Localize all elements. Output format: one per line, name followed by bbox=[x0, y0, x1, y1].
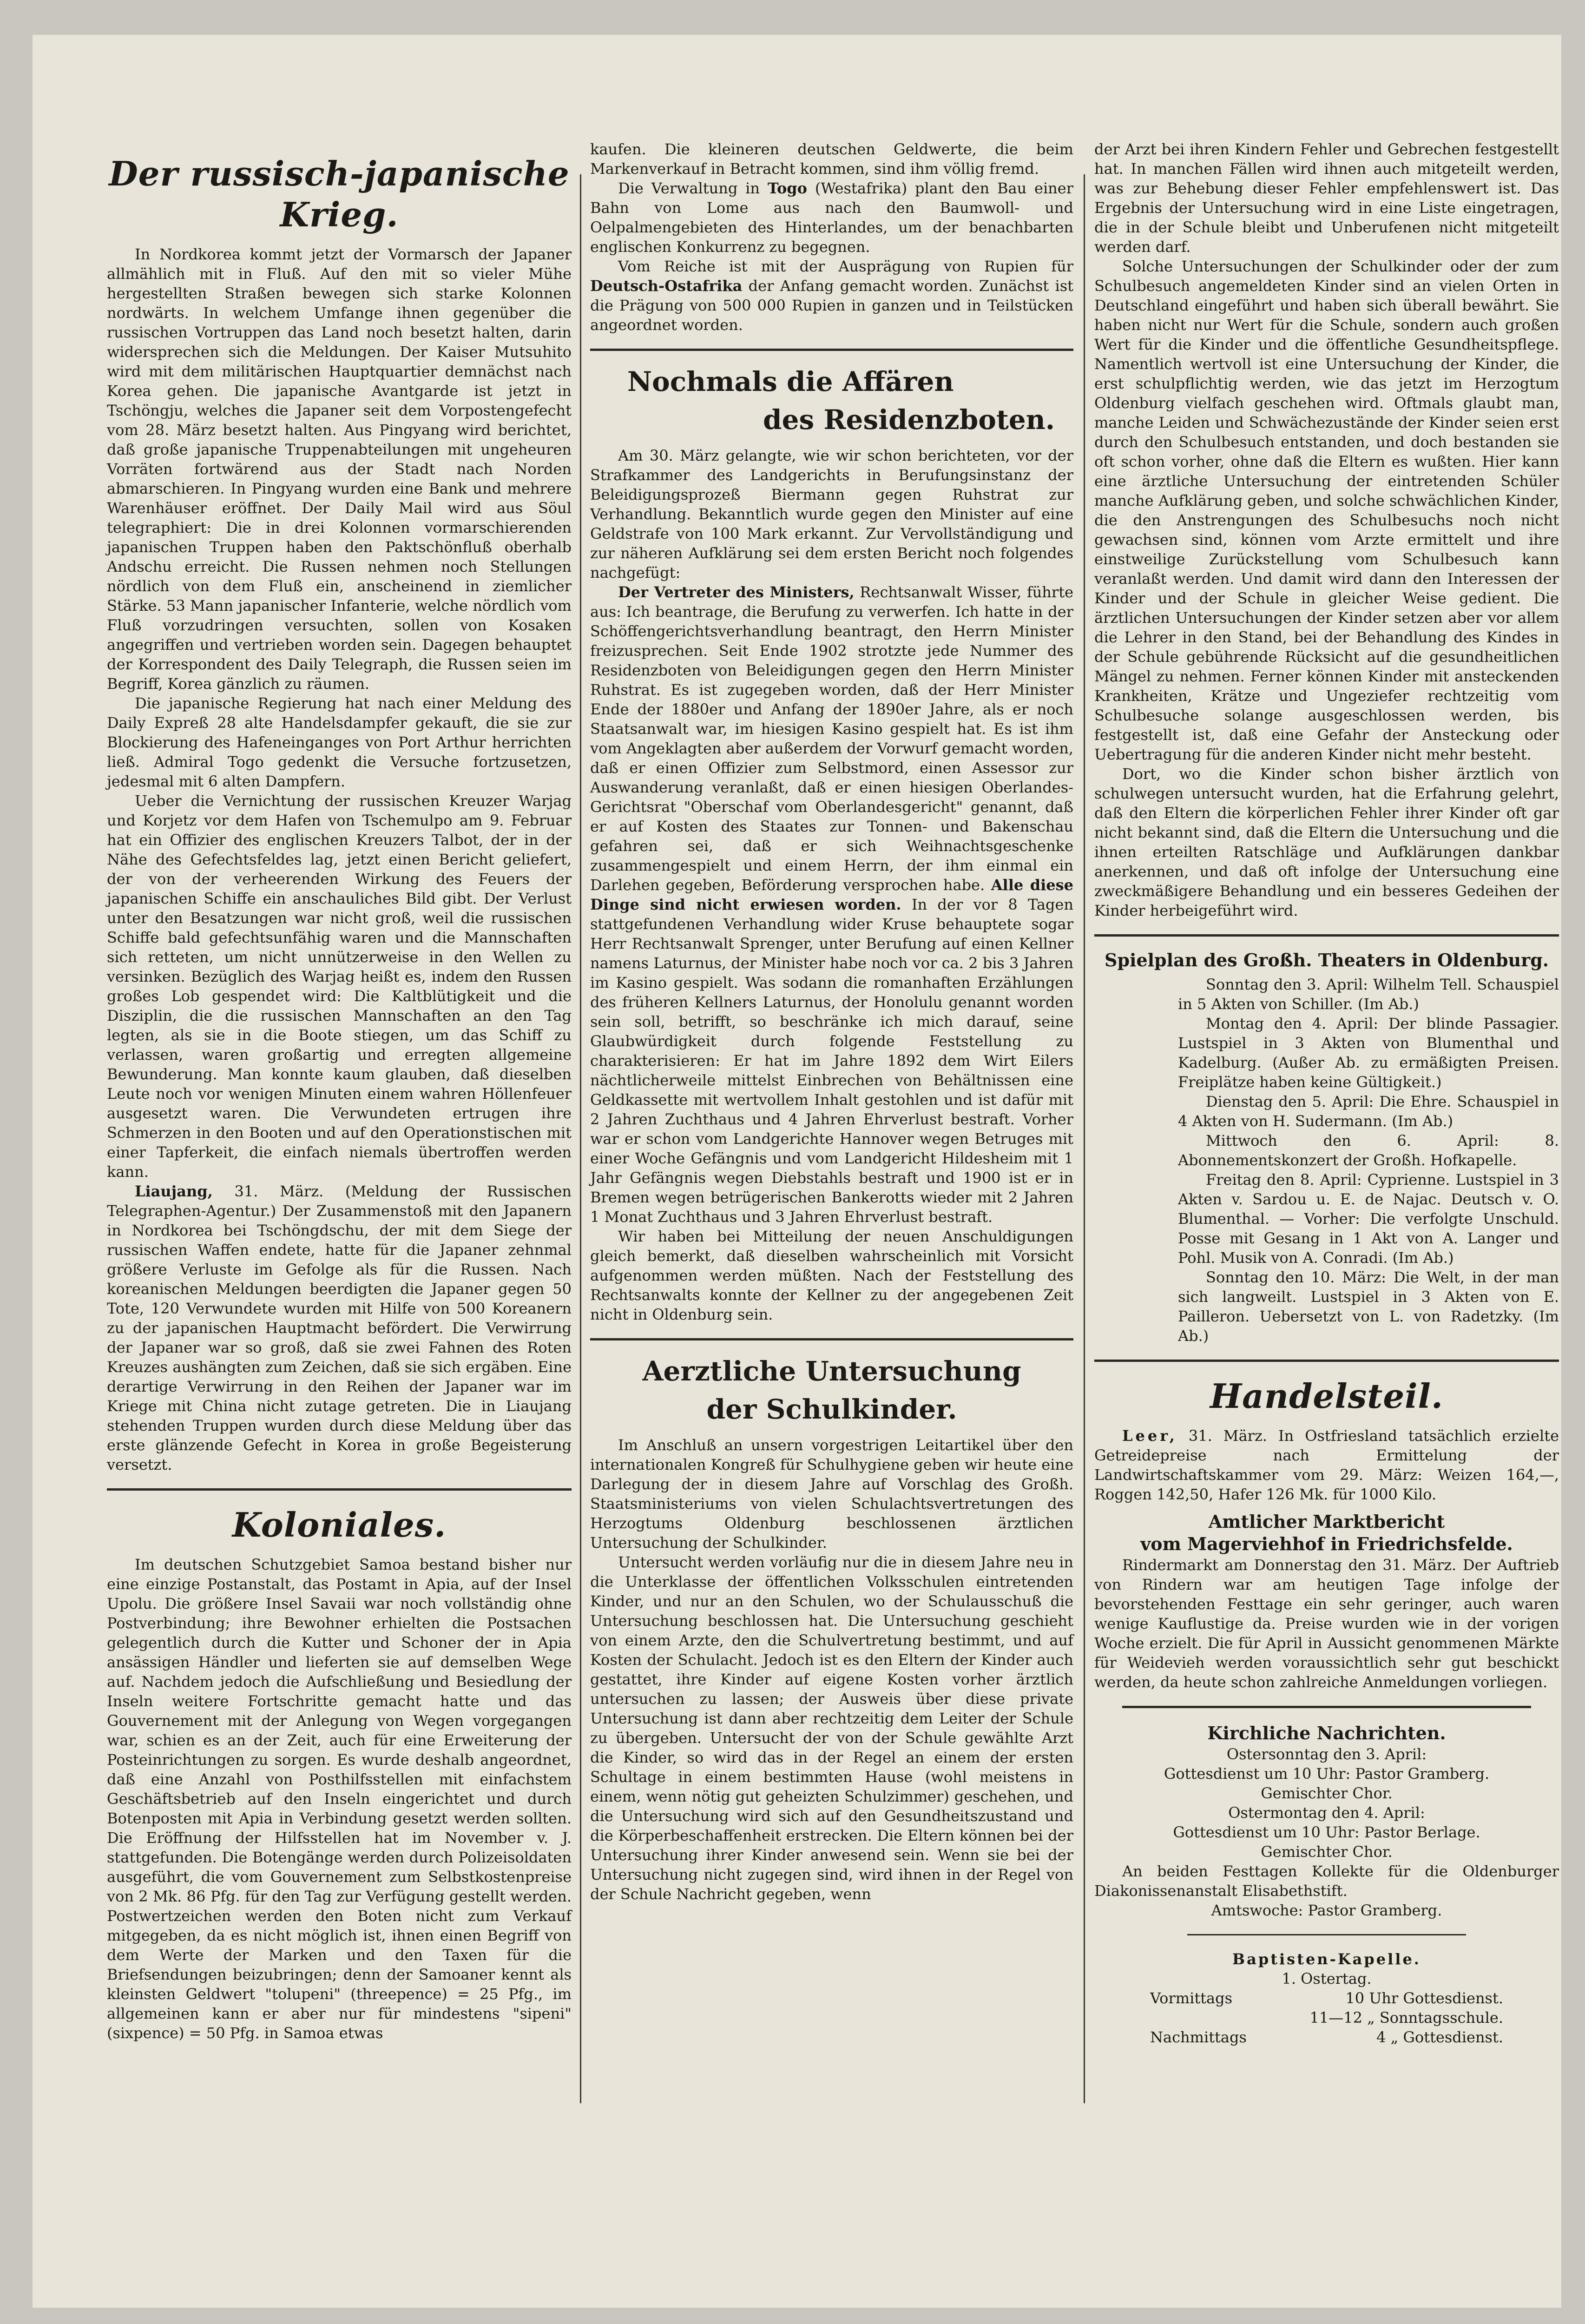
colonial-continuation: kaufen. Die kleineren deutschen Geldwerte, die beim Markenverkauf in Betracht kommen, sind ihm völlig fremd. bbox=[590, 140, 1073, 178]
colonial-headline: Koloniales. bbox=[232, 1505, 447, 1545]
church-line: Ostersonntag den 3. April: bbox=[1226, 1745, 1427, 1763]
theater-plan-item bbox=[1094, 975, 1559, 1014]
church-line: Gottesdienst um 10 Uhr: Pastor Berlage. bbox=[1173, 1823, 1480, 1841]
church-line: Gemischter Chor. bbox=[1261, 1784, 1393, 1802]
medical-paragraph: Dort, wo die Kinder schon bisher ärztlich von schulwegen untersucht wurden, hat die Erfahrung gelehrt, daß den Eltern die körperlichen Fehler ihrer Kinder oft gar nicht bekannt sind, daß die Eltern die Untersuchung und die ihnen erteilten Ratschläge und Aufklärungen dankbar anerkennen, und daß oft infolge der Untersuchung eine zweckmäßigere Behandlung und ein besseres Gedeihen der Kinder herbeigeführt wird. bbox=[1094, 765, 1559, 919]
plan-day: Dienstag den 5. April: bbox=[1206, 1093, 1374, 1110]
column-middle bbox=[590, 139, 1073, 1904]
plan-text: Die Ehre. Schauspiel in 4 Akten von H. Sudermann. (Im Ab.) bbox=[1178, 1093, 1559, 1130]
divider bbox=[1094, 1360, 1559, 1362]
market-title-1: Amtlicher Marktbericht bbox=[1208, 1511, 1445, 1532]
affair-headline-1: Nochmals die Affären bbox=[627, 366, 954, 397]
divider bbox=[107, 1488, 572, 1491]
togo-post: (Westafrika) plant den Bau einer Bahn von Lome aus nach den Baumwoll- und Oelpalmengebieten des Hinterlandes, um der benachbarten englischen Konkurrenz zu begegnen. bbox=[590, 179, 1074, 256]
market-title-2: vom Magerviehhof in Friedrichsfelde. bbox=[1140, 1533, 1513, 1554]
column-rule-right bbox=[1084, 174, 1085, 2103]
war-paragraph: In Nordkorea kommt jetzt der Vormarsch der Japaner allmählich mit in Fluß. Auf den mit so vieler Mühe hergestellten Straßen bewegen sich starke Kolonnen nordwärts. In welchem Umfange ihnen gegenüber die russischen Vortruppen das Land noch besetzt halten, darin widersprechen sich die Meldungen. Der Kaiser Mutsuhito wird mit dem militärischen Hauptquartier demnächst nach Korea gehen. Die japanische Avantgarde ist jetzt in Tschöngju, welches die Japaner seit dem Vorpostengefecht vom 28. März besetzt halten. Aus Pingyang wird berichtet, daß große japanische Truppenabteilungen mit ungeheuren Vorräten fortwärend aus der Stadt nach Norden abmarschieren. In Pingyang wurden eine Bank und mehrere Warenhäuser eröffnet. Der Daily Mail wird aus Söul telegraphiert: Die in drei Kolonnen vormarschierenden japanischen Truppen haben den Paktschönfluß oberhalb Andschu erreicht. Die Russen nehmen noch Stellungen nördlich von dem Fluß ein, anscheinend in ziemlicher Stärke. 53 Mann japanischer Infanterie, welche nördlich vom Fluß vorzudringen versuchten, sollen von Kosaken angegriffen und vertrieben worden sein. Dagegen behauptet der Korrespondent des Daily Telegraph, die Russen seien im Begriff, Korea gänzlich zu räumen. bbox=[107, 245, 572, 693]
war-paragraph: Die japanische Regierung hat nach einer Meldung des Daily Expreß 28 alte Handelsdampfer gekauft, die sie zur Blockierung des Hafeneinganges von Port Arthur herrichten ließ. Admiral Togo gedenkt die Versuche fortzusetzen, jedesmal mit 6 alten Dampfern. bbox=[107, 694, 572, 790]
church-line: An beiden Festtagen Kollekte für die Oldenburger Diakonissenanstalt Elisabethstift. bbox=[1094, 1862, 1559, 1900]
plan-text: Der blinde Passagier. Lustspiel in 3 Akten von Blumenthal und Kadelburg. (Außer Ab. zu ermäßigten Preisen. Freiplätze haben keine Gültigkeit.) bbox=[1178, 1015, 1559, 1091]
medical-headline-1: Aerztliche Untersuchung bbox=[642, 1355, 1021, 1387]
liaujang-text: 31. März. (Meldung der Russischen Telegraphen-Agentur.) Der Zusammenstoß mit den Japanern in Nordkorea bei Tschöngdschu, der mit dem Siege der russischen Waffen endete, hatte für die Japaner zehnmal größere Verluste im Gefolge als für die Russen. Nach koreanischen Meldungen beerdigten die Japaner gegen 50 Tote, 120 Verwundete wurden mit Hilfe von 500 Koreanern zu der japanischen Hauptmacht befördert. Die Verwirrung der Japaner war so groß, daß sie zwei Fahnen des Roten Kreuzes aushängten zum Zeichen, daß sie sich ergäben. Eine derartige Verwirrung in den Reihen der Japaner war im Kriege mit China nicht zutage getreten. Die in Liaujang stehenden Truppen wurden durch diese Meldung über das erste glänzende Gefecht in Korea in große Begeisterung versetzt. bbox=[107, 1182, 572, 1473]
ostafrika-pre: Vom Reiche ist mit der Ausprägung von Rupien für bbox=[618, 257, 1073, 275]
theater-plan-list bbox=[1094, 975, 1559, 1346]
baptist-schedule bbox=[1094, 1988, 1559, 2047]
baptist-row bbox=[1150, 2008, 1503, 2027]
affair-headline-2: des Residenzboten. bbox=[763, 404, 1055, 436]
baptist-title: Baptisten-Kapelle. bbox=[1232, 1950, 1421, 1968]
togo-pre: Die Verwaltung in bbox=[618, 179, 760, 197]
column-left bbox=[107, 139, 572, 2043]
baptist-day: 1. Ostertag. bbox=[1282, 1970, 1372, 1987]
medical-headline-2: der Schulkinder. bbox=[706, 1393, 957, 1425]
medical-paragraph: der Arzt bei ihren Kindern Fehler und Gebrechen festgestellt hat. In manchen Fällen wird ihnen auch mitgeteilt werden, was zur Behebung dieser Fehler empfehlenswert ist. Das Ergebnis der Untersuchung wird in eine Liste eingetragen, die in der Schule bleibt und Unberufenen nicht mitgeteilt werden darf. bbox=[1094, 140, 1559, 256]
plan-day: Freitag den 8. April: bbox=[1206, 1171, 1362, 1188]
ostafrika-post: der Anfang gemacht worden. Zunächst ist die Prägung von 500 000 Rupien in ganzen und in Teilstücken angeordnet worden. bbox=[590, 277, 1074, 334]
affair-statement: Rechtsanwalt Wisser, führte aus: Ich beantrage, die Berufung zu verwerfen. Ich hatte in der Schöffengerichtsverhandlung beantragt, den Herrn Minister freizusprechen. Seit Ende 1902 strotzte jede Nummer des Residenzboten von Beleidigungen gegen den Herrn Minister Ruhstrat. Es ist zugegeben worden, daß der Herr Minister Ende der 1880er und Anfang der 1890er Jahre, als er noch Staatsanwalt war, im hiesigen Kasino gespielt hat. Es ist ihm vom Angeklagten aber außerdem der Vorwurf gemacht worden, daß er einen Offizier zum Selbstmord, einen Assessor zur Auswanderung veranlaßt, daß er einen hiesigen Oberlandes-Gerichtsrat "Oberschaf vom Oberlandesgericht" genannt, daß er auf Kosten des Staates zur Tonnen- und Bakenschau gefahren sei, daß er sich Weihnachtsgeschenke zusammengespielt und einem Herrn, der ihm einmal ein Darlehen gegeben, Beförderung versprochen habe. bbox=[590, 583, 1074, 894]
trade-text: 31. März. In Ostfriesland tatsächlich erzielte Getreidepreise nach Ermittelung der Landwirtschaftskammer vom 29. März: Weizen 164,—, Roggen 142,50, Hafer 126 Mk. für 1000 Kilo. bbox=[1094, 1427, 1559, 1503]
plan-day: Mittwoch den 6. April: bbox=[1206, 1132, 1499, 1149]
plan-day: Sonntag den 10. März: bbox=[1206, 1268, 1386, 1286]
trade-dateline: Leer, bbox=[1122, 1427, 1177, 1445]
war-headline: Der russisch-japanische Krieg. bbox=[109, 154, 570, 234]
baptist-what: 11—12 „ Sonntagsschule. bbox=[1309, 2009, 1503, 2027]
column-rule-left bbox=[580, 174, 581, 2103]
divider bbox=[1187, 1934, 1466, 1935]
church-line: Gemischter Chor. bbox=[1261, 1843, 1393, 1861]
divider bbox=[590, 1338, 1073, 1340]
baptist-row bbox=[1150, 1988, 1503, 2008]
trade-paragraph bbox=[1094, 1426, 1559, 1504]
affair-statement-cont: In der vor 8 Tagen stattgefundenen Verhandlung wider Kruse behauptete sogar Herr Rechtsanwalt Sprenger, unter Berufung auf einen Kellner namens Laturnus, der Minister habe noch vor ca. 2 bis 3 Jahren im Kasino gespielt. Was sodann die romanhaften Erzählungen des früheren Kellners Laturnus, der Honolulu genannt worden sein soll, betrifft, so beschränke ich mich darauf, seine Glaubwürdigkeit durch folgende Feststellung zu charakterisieren: Er hat im Jahre 1892 dem Wirt Eilers nächtlicherweile mittelst Einbrechen von Behältnissen eine Geldkassette mit wertvollem Inhalt gestohlen und ist dafür mit 2 Jahren Zuchthaus und 4 Jahren Ehrverlust bestraft. Vorher war er schon vom Landgerichte Hannover wegen Betruges mit einer Woche Gefängnis und vom Landgericht Hildesheim mit 1 Jahr Gefängnis wegen Diebstahls bestraft und 1900 ist er in Bremen wegen betrügerischen Bankerotts wieder mit 2 Jahren 1 Monat Zuchthaus und 3 Jahren Ehrverlust bestraft. bbox=[590, 896, 1074, 1226]
liaujang-paragraph bbox=[107, 1182, 572, 1474]
baptist-when: Vormittags bbox=[1150, 1989, 1233, 2007]
divider bbox=[1094, 934, 1559, 937]
church-line: Gottesdienst um 10 Uhr: Pastor Gramberg. bbox=[1164, 1765, 1490, 1783]
affair-representative: Der Vertreter des Ministers, bbox=[618, 583, 855, 601]
baptist-what: 10 Uhr Gottesdienst. bbox=[1345, 1989, 1503, 2007]
plan-text: 8. Abonnementskonzert der Großh. Hofkapelle. bbox=[1178, 1132, 1559, 1169]
church-title: Kirchliche Nachrichten. bbox=[1207, 1723, 1446, 1743]
affair-paragraph bbox=[590, 582, 1073, 1227]
market-paragraph: Rindermarkt am Donnerstag den 31. März. Der Auftrieb von Rindern war am heutigen Tage infolge der bevorstehenden Festtage ein sehr geringer, auch waren wenige Kauflustige da. Preise wurden wie in der vorigen Woche erzielt. Die für April in Aussicht genommenen Märkte für Weidevieh werden voraussichtlich sehr gut beschickt werden, da heute schon zahlreiche Anmeldungen vorliegen. bbox=[1094, 1556, 1559, 1691]
medical-paragraph: Solche Untersuchungen der Schulkinder oder der zum Schulbesuch angemeldeten Kinder sind an vielen Orten in Deutschland eingeführt und haben sich überall bewährt. Sie haben nicht nur Wert für die Schule, sondern auch großen Wert für die Kinder und die öffentliche Gesundheitspflege. Namentlich wertvoll ist eine Untersuchung der Kinder, die erst schulpflichtig werden, wie das jetzt im Herzogtum Oldenburg vielfach geschehen wird. Oftmals glaubt man, manche Leiden und Schwächezustände der Kinder seien erst durch den Schulbesuch entstanden, und doch bestanden sie oft schon vorher, ohne daß die Eltern es wußten. Hier kann eine ärztliche Untersuchung der eintretenden Schüler manche Aufklärung geben, und solche schwächlichen Kinder, die den Anstrengungen des Schulbesuchs noch nicht gewachsen sind, können vom Arzte ermittelt und ihre einstweilige Zurückstellung vom Schulbesuch kann veranlaßt werden. Und damit wird dann den Interessen der Kinder und der Schule in gleicher Weise gedient. Die ärztlichen Untersuchungen der Kinder setzen aber vor allem die Lehrer in den Stand, bei der Behandlung des Kindes in der Schule gebührende Rücksicht auf die gesundheitlichen Mängel zu nehmen. Ferner können Kinder mit ansteckenden Krankheiten, Krätze und Ungeziefer rechtzeitig vom Schulbesuche solange ausgeschlossen werden, bis festgestellt ist, daß eine Gefahr der Ansteckung oder Uebertragung für die anderen Kinder nicht mehr besteht. bbox=[1094, 257, 1559, 763]
church-line: Ostermontag den 4. April: bbox=[1228, 1804, 1425, 1822]
theater-plan-title: Spielplan des Großh. Theaters in Oldenburg. bbox=[1105, 950, 1549, 971]
ostafrika-name: Deutsch-Ostafrika bbox=[590, 277, 743, 295]
ostafrika-paragraph bbox=[590, 257, 1073, 335]
theater-plan-item bbox=[1094, 1268, 1559, 1346]
plan-text: Cyprienne. Lustspiel in 3 Akten v. Sardou u. E. de Najac. Deutsch v. O. Blumenthal. — Vorher: Die verfolgte Unschuld. Posse mit Gesang in 1 Akt von A. Langer und Pohl. Musik von A. Conradi. (Im Ab.) bbox=[1178, 1171, 1559, 1267]
newspaper-page bbox=[33, 35, 1561, 2308]
baptist-what: 4 „ Gottesdienst. bbox=[1376, 2028, 1503, 2046]
plan-day: Montag den 4. April: bbox=[1206, 1015, 1379, 1032]
baptist-when: Nachmittags bbox=[1150, 2028, 1247, 2046]
baptist-row bbox=[1150, 2027, 1503, 2047]
divider bbox=[590, 349, 1073, 351]
medical-paragraph: Im Anschluß an unsern vorgestrigen Leitartikel über den internationalen Kongreß für Schulhygiene geben wir heute eine Darlegung der in diesem Jahre auf Vorschlag des Großh. Staatsministeriums von vielen Schulachtsvertretungen des Herzogtums Oldenburg beschlossenen ärztlichen Untersuchung der Schulkinder. bbox=[590, 1436, 1073, 1552]
theater-plan-item bbox=[1094, 1092, 1559, 1131]
togo-paragraph bbox=[590, 178, 1073, 257]
plan-text: Die Welt, in der man sich langweilt. Lustspiel in 3 Akten von E. Pailleron. Uebersetzt von L. von Radetzky. (Im Ab.) bbox=[1178, 1268, 1559, 1345]
theater-plan-item bbox=[1094, 1014, 1559, 1092]
affair-paragraph: Wir haben bei Mitteilung der neuen Anschuldigungen gleich bemerkt, daß dieselben wahrscheinlich mit Vorsicht aufgenommen werden müßten. Nach der Feststellung des Rechtsanwalts konnte der Kellner zu der angegebenen Zeit nicht in Oldenburg sein. bbox=[590, 1228, 1073, 1323]
colonial-paragraph: Im deutschen Schutzgebiet Samoa bestand bisher nur eine einzige Postanstalt, das Postamt in Apia, auf der Insel Upolu. Die größere Insel Savaii war noch vollständig ohne Postverbindung; ihre Bewohner erhielten die Postsachen gelegentlich durch die Kutter und Schoner der in Apia ansässigen Händler und lieferten sie auf demselben Wege auf. Nachdem jedoch die Aufschließung und Besiedlung der Inseln weitere Fortschritte gemacht hatte und das Gouvernement mit der Anlegung von Wegen vorgegangen war, schien es an der Zeit, auch für eine Erweiterung der Posteinrichtungen zu sorgen. Es wurde deshalb angeordnet, daß eine Anzahl von Posthilfsstellen mit einfachstem Geschäftsbetrieb auf den Inseln eingerichtet und durch Botenposten mit Apia in Verbindung gesetzt werden sollten. Die Eröffnung der Hilfsstellen hat im November v. J. stattgefunden. Die Botengänge werden durch Polizeisoldaten ausgeführt, die vom Gouvernement zum Selbstkostenpreise von 2 Mk. 86 Pfg. für den Tag zur Verfügung gestellt werden. Postwertzeichen werden den Boten nicht zum Verkauf mitgegeben, da es nicht möglich ist, ihnen einen Begriff von dem Werte der Marken und den Taxen für die Briefsendungen beizubringen; denn der Samoaner kennt als kleinsten Geldwert "tolupeni" (threepence) = 25 Pfg., im allgemeinen kann er aber nur für mindestens "sipeni" (sixpence) = 50 Pfg. in Samoa etwas bbox=[107, 1556, 572, 2042]
column-right bbox=[1094, 139, 1559, 2047]
liaujang-dateline: Liaujang, bbox=[135, 1182, 213, 1200]
togo-name: Togo bbox=[767, 179, 808, 197]
medical-paragraph: Untersucht werden vorläufig nur die in diesem Jahre neu in die Unterklasse der öffentlichen Volksschulen eintretenden Kinder, und nur an den Schulen, wo der Schulausschuß die Untersuchung beschlossen hat. Die Untersuchung geschieht von einem Arzte, den die Schulvertretung bestimmt, und auf Kosten der Schulacht. Jedoch ist es den Eltern der Kinder auch gestattet, ihre Kinder auf eigene Kosten vorher ärztlich untersuchen zu lassen; der Ausweis über diese private Untersuchung ist dann aber rechtzeitig dem Leiter der Schule zu übergeben. Untersucht der von der Schule gewählte Arzt die Kinder, so wird das in der Regel an einem der ersten Schultage in einem bestimmten Hause (wohl meistens in einem, wenn nötig gut geheizten Schulzimmer) geschehen, und die Untersuchung wird sich auf den Gesundheitszustand und die Körperbeschaffenheit erstrecken. Die Eltern können bei der Untersuchung ihrer Kinder anwesend sein. Wenn sie bei der Untersuchung nicht zugegen sind, wird ihnen in der Regel von der Schule Nachricht gegeben, wenn bbox=[590, 1553, 1073, 1903]
affair-emphasis: Alle diese Dinge sind nicht erwiesen worden. bbox=[590, 876, 1074, 913]
church-line: Amtswoche: Pastor Gramberg. bbox=[1211, 1901, 1442, 1919]
plan-text: Wilhelm Tell. Schauspiel in 5 Akten von Schiller. (Im Ab.) bbox=[1178, 976, 1559, 1013]
affair-paragraph: Am 30. März gelangte, wie wir schon berichteten, vor der Strafkammer des Landgerichts in Berufungsinstanz der Beleidigungsprozeß Biermann gegen Ruhstrat zur Verhandlung. Bekanntlich wurde gegen den Minister auf eine Geldstrafe von 100 Mark erkannt. Zur Vervollständigung und zur näheren Aufklärung sei dem ersten Bericht noch folgendes nachgefügt: bbox=[590, 447, 1073, 581]
trade-headline: Handelsteil. bbox=[1210, 1376, 1443, 1416]
plan-day: Sonntag den 3. April: bbox=[1206, 976, 1368, 993]
theater-plan-item bbox=[1094, 1131, 1559, 1170]
divider bbox=[1122, 1706, 1531, 1708]
war-paragraph: Ueber die Vernichtung der russischen Kreuzer Warjag und Korjetz vor dem Hafen von Tschemulpo am 9. Februar hat ein Offizier des englischen Kreuzers Talbot, der in der Nähe des Gefechtsfeldes lag, jetzt einen Bericht geliefert, der von der verheerenden Wirkung des Feuers der japanischen Schiffe ein anschauliches Bild gibt. Der Verlust unter den Besatzungen war nicht groß, weil die russischen Schiffe bald gefechtsunfähig waren und die Mannschaften sich retteten, um nicht unnützerweise in den Wellen zu versinken. Bezüglich des Warjag heißt es, indem den Russen großes Lob gespendet wird: Die Kaltblütigkeit und die Disziplin, die die russischen Mannschaften an den Tag legten, als sie in die Boote stiegen, um das Schiff zu verlassen, waren großartig und erregten allgemeine Bewunderung. Man konnte kaum glauben, daß dieselben Leute noch vor wenigen Minuten einem wahren Höllenfeuer ausgesetzt waren. Die Verwundeten ertrugen ihre Schmerzen in den Booten und auf den Operationstischen mit einer Tapferkeit, die einfach niemals übertroffen werden kann. bbox=[107, 792, 572, 1181]
theater-plan-item bbox=[1094, 1170, 1559, 1268]
